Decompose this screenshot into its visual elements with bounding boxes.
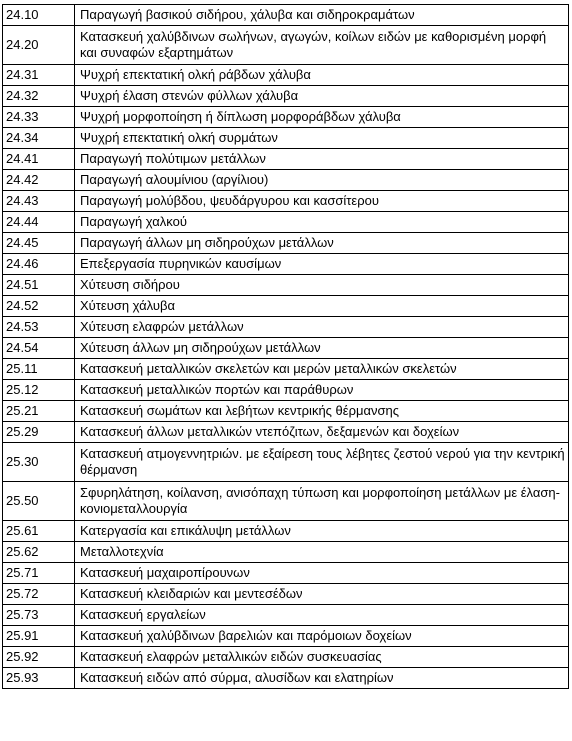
activity-description-cell: Παραγωγή χαλκού <box>75 212 569 233</box>
activity-description-cell: Κατασκευή σωμάτων και λεβήτων κεντρικής θέρμανσης <box>75 401 569 422</box>
activity-description-cell: Παραγωγή βασικού σιδήρου, χάλυβα και σιδηροκραμάτων <box>75 5 569 26</box>
activity-description-cell: Χύτευση άλλων μη σιδηρούχων μετάλλων <box>75 338 569 359</box>
table-row <box>3 605 569 626</box>
activity-code-cell: 24.33 <box>3 107 75 128</box>
activity-code-cell: 25.71 <box>3 563 75 584</box>
activity-description-cell: Μεταλλοτεχνία <box>75 542 569 563</box>
activity-code-cell: 25.11 <box>3 359 75 380</box>
activity-description-cell: Κατασκευή μεταλλικών σκελετών και μερών μεταλλικών σκελετών <box>75 359 569 380</box>
activity-description-cell: Παραγωγή μολύβδου, ψευδάργυρου και κασσίτερου <box>75 191 569 212</box>
activity-code-cell: 24.20 <box>3 26 75 65</box>
activity-description-cell: Επεξεργασία πυρηνικών καυσίμων <box>75 254 569 275</box>
activity-code-cell: 25.73 <box>3 605 75 626</box>
table-row <box>3 542 569 563</box>
activity-code-cell: 25.50 <box>3 482 75 521</box>
table-row <box>3 401 569 422</box>
activity-description-cell: Χύτευση ελαφρών μετάλλων <box>75 317 569 338</box>
table-row <box>3 128 569 149</box>
activity-code-cell: 25.21 <box>3 401 75 422</box>
activity-description-cell: Κατασκευή άλλων μεταλλικών ντεπόζιτων, δεξαμενών και δοχείων <box>75 422 569 443</box>
table-row <box>3 626 569 647</box>
activity-description-cell: Κατασκευή χαλύβδινων βαρελιών και παρόμοιων δοχείων <box>75 626 569 647</box>
activity-code-cell: 25.72 <box>3 584 75 605</box>
table-row <box>3 170 569 191</box>
activity-description-cell: Κατεργασία και επικάλυψη μετάλλων <box>75 521 569 542</box>
activity-description-cell: Κατασκευή ατμογεννητριών. με εξαίρεση τους λέβητες ζεστού νερού για την κεντρική θέρμανση <box>75 443 569 482</box>
activity-code-cell: 24.44 <box>3 212 75 233</box>
activity-description-cell: Κατασκευή εργαλείων <box>75 605 569 626</box>
table-row <box>3 65 569 86</box>
table-row <box>3 443 569 482</box>
activity-code-table <box>2 4 569 689</box>
table-row <box>3 212 569 233</box>
table-row <box>3 563 569 584</box>
activity-description-cell: Χύτευση σιδήρου <box>75 275 569 296</box>
activity-code-cell: 25.93 <box>3 668 75 689</box>
activity-code-cell: 24.51 <box>3 275 75 296</box>
table-row <box>3 317 569 338</box>
table-row <box>3 86 569 107</box>
table-row <box>3 275 569 296</box>
activity-code-cell: 24.53 <box>3 317 75 338</box>
activity-description-cell: Κατασκευή χαλύβδινων σωλήνων, αγωγών, κοίλων ειδών με καθορισμένη μορφή και συναφών εξαρτημάτων <box>75 26 569 65</box>
table-row <box>3 5 569 26</box>
table-row <box>3 380 569 401</box>
table-row <box>3 584 569 605</box>
table-row <box>3 26 569 65</box>
activity-code-cell: 24.32 <box>3 86 75 107</box>
activity-code-cell: 25.29 <box>3 422 75 443</box>
activity-description-cell: Κατασκευή ελαφρών μεταλλικών ειδών συσκευασίας <box>75 647 569 668</box>
activity-description-cell: Ψυχρή επεκτατική ολκή ράβδων χάλυβα <box>75 65 569 86</box>
table-row <box>3 191 569 212</box>
activity-description-cell: Κατασκευή μαχαιροπίρουνων <box>75 563 569 584</box>
table-row <box>3 422 569 443</box>
activity-code-cell: 25.61 <box>3 521 75 542</box>
activity-code-cell: 25.12 <box>3 380 75 401</box>
activity-code-cell: 25.30 <box>3 443 75 482</box>
table-row <box>3 359 569 380</box>
table-row <box>3 233 569 254</box>
activity-code-cell: 25.92 <box>3 647 75 668</box>
table-row <box>3 668 569 689</box>
activity-code-cell: 24.10 <box>3 5 75 26</box>
table-row <box>3 149 569 170</box>
table-row <box>3 296 569 317</box>
activity-code-cell: 24.45 <box>3 233 75 254</box>
table-row <box>3 647 569 668</box>
activity-code-cell: 24.46 <box>3 254 75 275</box>
activity-code-cell: 24.34 <box>3 128 75 149</box>
activity-description-cell: Παραγωγή πολύτιμων μετάλλων <box>75 149 569 170</box>
activity-description-cell: Χύτευση χάλυβα <box>75 296 569 317</box>
activity-description-cell: Ψυχρή επεκτατική ολκή συρμάτων <box>75 128 569 149</box>
activity-code-cell: 24.42 <box>3 170 75 191</box>
table-row <box>3 107 569 128</box>
activity-code-sheet <box>2 4 568 689</box>
table-row <box>3 482 569 521</box>
table-row <box>3 254 569 275</box>
activity-description-cell: Ψυχρή έλαση στενών φύλλων χάλυβα <box>75 86 569 107</box>
activity-description-cell: Κατασκευή ειδών από σύρμα, αλυσίδων και ελατηρίων <box>75 668 569 689</box>
activity-code-cell: 25.62 <box>3 542 75 563</box>
activity-code-cell: 24.31 <box>3 65 75 86</box>
activity-description-cell: Παραγωγή αλουμίνιου (αργίλιου) <box>75 170 569 191</box>
activity-description-cell: Σφυρηλάτηση, κοίλανση, ανισόπαχη τύπωση και μορφοποίηση μετάλλων με έλαση-κονιομεταλλουργία <box>75 482 569 521</box>
activity-description-cell: Κατασκευή κλειδαριών και μεντεσέδων <box>75 584 569 605</box>
activity-code-cell: 24.52 <box>3 296 75 317</box>
activity-description-cell: Παραγωγή άλλων μη σιδηρούχων μετάλλων <box>75 233 569 254</box>
activity-code-cell: 24.41 <box>3 149 75 170</box>
table-row <box>3 521 569 542</box>
activity-description-cell: Κατασκευή μεταλλικών πορτών και παράθυρων <box>75 380 569 401</box>
activity-description-cell: Ψυχρή μορφοποίηση ή δίπλωση μορφοράβδων χάλυβα <box>75 107 569 128</box>
activity-code-cell: 24.43 <box>3 191 75 212</box>
table-row <box>3 338 569 359</box>
activity-code-cell: 25.91 <box>3 626 75 647</box>
activity-code-cell: 24.54 <box>3 338 75 359</box>
